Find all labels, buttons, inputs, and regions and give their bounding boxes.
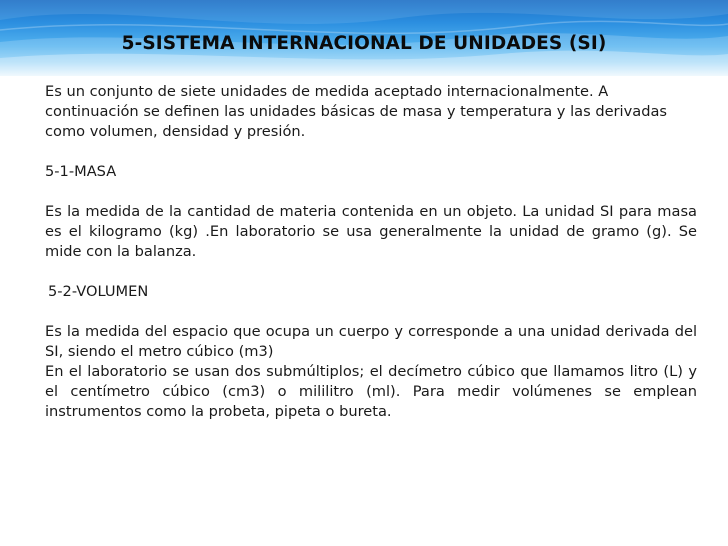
section-masa-heading: 5-1-MASA [45,163,117,180]
section-volumen-text-2: En el laboratorio se usan dos submúltiplos; el decímetro cúbico que llamamos litro (L) y el centímetro cúbico (cm3) o mililitro (ml). Para medir volúmenes se emplean instrumentos como la probeta, pipeta o bureta. [45,363,697,420]
slide-content [45,82,697,422]
section-masa-text: Es la medida de la cantidad de materia contenida en un objeto. La unidad SI para masa es el kilogramo (kg) .En laboratorio se usa generalmente la unidad de gramo (g). Se mide con la balanza. [45,203,697,260]
section-volumen-heading: 5-2-VOLUMEN [48,283,149,300]
section-volumen-text-1: Es la medida del espacio que ocupa un cuerpo y corresponde a una unidad derivada del SI, siendo el metro cúbico (m3) [45,323,697,360]
slide-title: 5-SISTEMA INTERNACIONAL DE UNIDADES (SI) [121,33,607,54]
intro-paragraph: Es un conjunto de siete unidades de medida aceptado internacionalmente. A continuación se definen las unidades básicas de masa y temperatura y las derivadas como volumen, densidad y presión. [45,83,668,140]
